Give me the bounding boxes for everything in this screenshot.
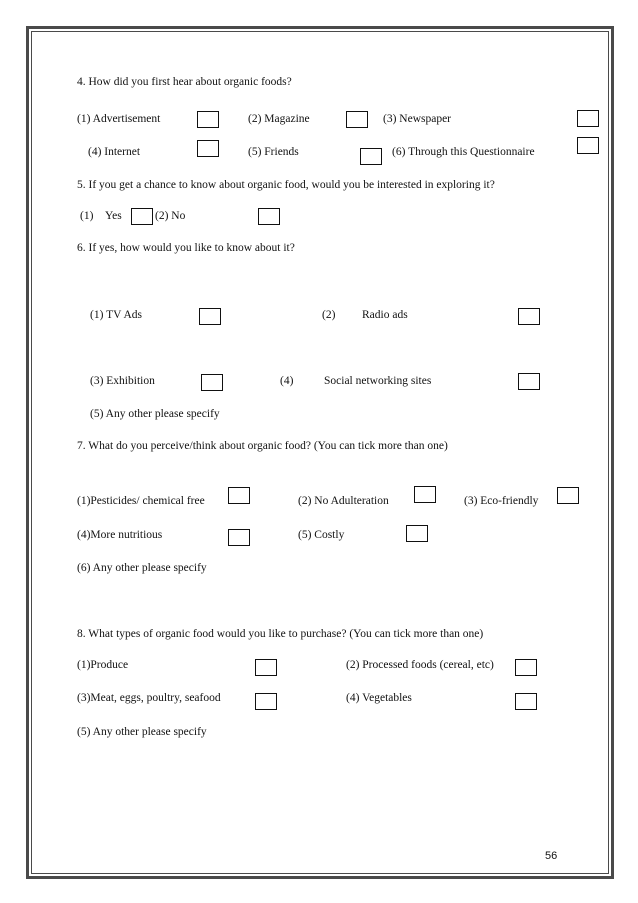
q6-other-label: (5) Any other please specify xyxy=(90,408,220,420)
q6-tv-ads-label: (1) TV Ads xyxy=(90,309,142,321)
q6-social-networking-checkbox[interactable] xyxy=(518,373,540,390)
q7-option-label: (2) No Adulteration xyxy=(298,495,389,507)
q5-yes-number: (1) xyxy=(80,210,94,222)
q4-option-label: (3) Newspaper xyxy=(383,113,452,125)
q8-meat-checkbox[interactable] xyxy=(255,693,277,710)
q5-yes-checkbox[interactable] xyxy=(131,208,153,225)
q8-option-label: (4) Vegetables xyxy=(346,692,412,704)
q4-option-label: (5) Friends xyxy=(248,146,299,158)
q7-no-adulteration-checkbox[interactable] xyxy=(414,486,436,503)
q7-pesticides-checkbox[interactable] xyxy=(228,487,250,504)
q4-internet-checkbox[interactable] xyxy=(197,140,219,157)
q6-radio-number: (2) xyxy=(322,309,336,321)
q7-question: 7. What do you perceive/think about organic food? (You can tick more than one) xyxy=(77,440,448,452)
q4-option-label: (1) Advertisement xyxy=(77,113,161,125)
q4-magazine-checkbox[interactable] xyxy=(346,111,368,128)
q7-other-label: (6) Any other please specify xyxy=(77,562,207,574)
q7-option-label: (3) Eco-friendly xyxy=(464,495,539,507)
q6-question: 6. If yes, how would you like to know about it? xyxy=(77,242,295,254)
q4-option-label: (6) Through this Questionnaire xyxy=(392,146,535,158)
q7-option-label: (1)Pesticides/ chemical free xyxy=(77,495,205,507)
q5-question: 5. If you get a chance to know about organic food, would you be interested in exploring it? xyxy=(77,179,495,191)
q8-other-label: (5) Any other please specify xyxy=(77,726,207,738)
q4-option-label: (2) Magazine xyxy=(248,113,310,125)
q4-friends-checkbox[interactable] xyxy=(360,148,382,165)
q4-option-label: (4) Internet xyxy=(88,146,141,158)
q6-social-networking-label: Social networking sites xyxy=(324,375,432,387)
q5-yes-label: Yes xyxy=(105,210,122,222)
q8-vegetables-checkbox[interactable] xyxy=(515,693,537,710)
q8-produce-checkbox[interactable] xyxy=(255,659,277,676)
q6-radio-ads-checkbox[interactable] xyxy=(518,308,540,325)
q7-more-nutritious-checkbox[interactable] xyxy=(228,529,250,546)
q5-no-checkbox[interactable] xyxy=(258,208,280,225)
q4-question: 4. How did you first hear about organic foods? xyxy=(77,76,292,88)
q4-questionnaire-checkbox[interactable] xyxy=(577,137,599,154)
q6-exhibition-label: (3) Exhibition xyxy=(90,375,155,387)
q7-eco-friendly-checkbox[interactable] xyxy=(557,487,579,504)
q4-advertisement-checkbox[interactable] xyxy=(197,111,219,128)
q8-question: 8. What types of organic food would you like to purchase? (You can tick more than one) xyxy=(77,628,484,640)
q7-option-label: (4)More nutritious xyxy=(77,529,163,541)
q4-newspaper-checkbox[interactable] xyxy=(577,110,599,127)
q7-costly-checkbox[interactable] xyxy=(406,525,428,542)
q7-option-label: (5) Costly xyxy=(298,529,345,541)
page-number: 56 xyxy=(545,850,558,862)
q6-tv-ads-checkbox[interactable] xyxy=(199,308,221,325)
q6-radio-ads-label: Radio ads xyxy=(362,309,408,321)
q6-social-number: (4) xyxy=(280,375,294,387)
q6-exhibition-checkbox[interactable] xyxy=(201,374,223,391)
q8-option-label: (2) Processed foods (cereal, etc) xyxy=(346,659,494,671)
q8-option-label: (3)Meat, eggs, poultry, seafood xyxy=(77,692,221,704)
q8-processed-foods-checkbox[interactable] xyxy=(515,659,537,676)
q8-option-label: (1)Produce xyxy=(77,659,129,671)
q5-no-label: (2) No xyxy=(155,210,186,222)
